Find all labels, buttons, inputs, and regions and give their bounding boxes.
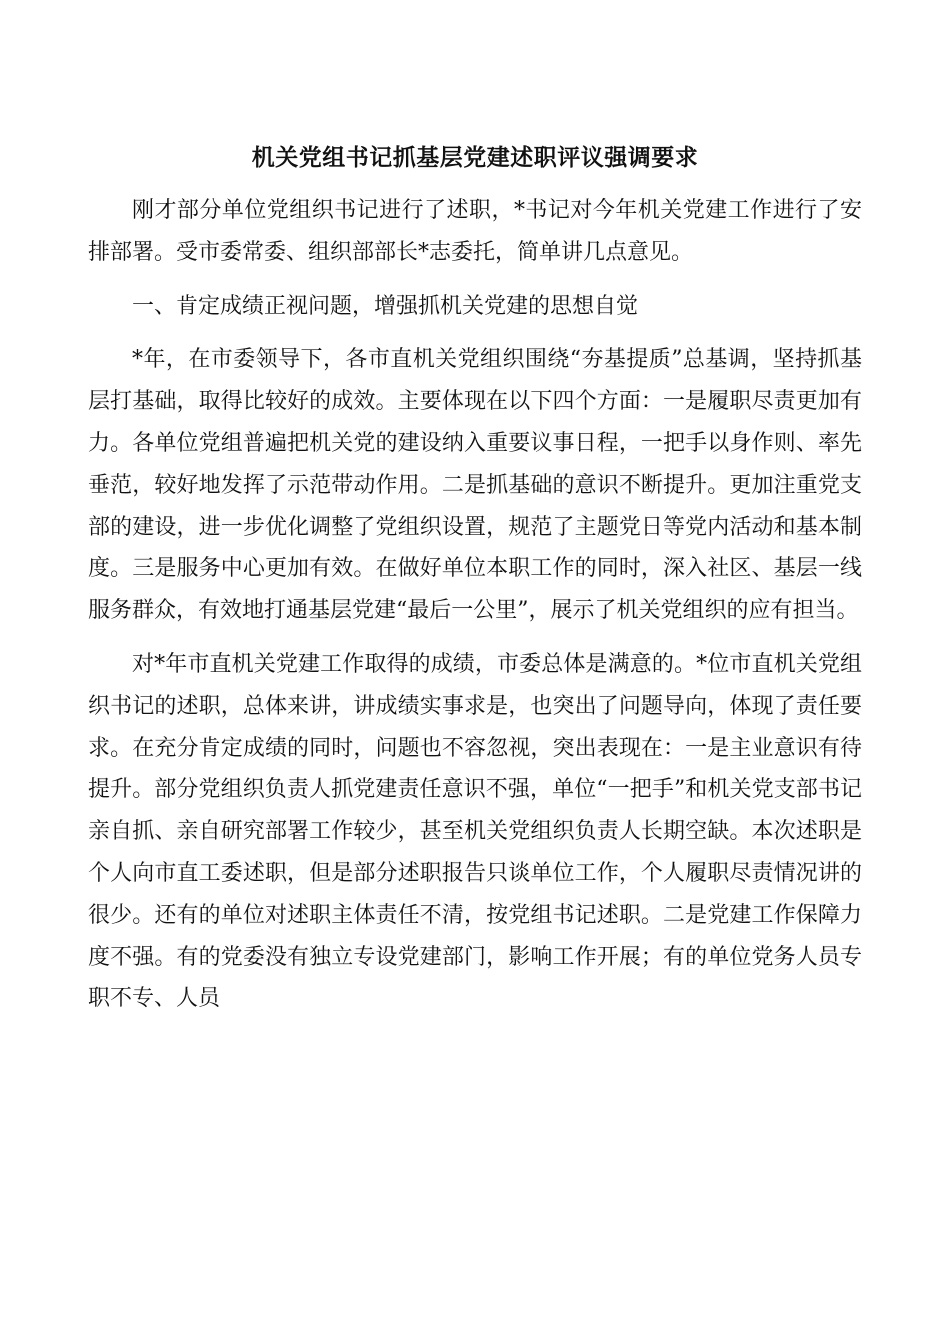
problems-paragraph: 对*年市直机关党建工作取得的成绩，市委总体是满意的。*位市直机关党组织书记的述职，总体来讲，讲成绩实事求是，也突出了问题导向，体现了责任要求。在充分肯定成绩的同时，问题也不容忽视，突出表现在：一是主业意识有待提升。部分党组织负责人抓党建责任意识不强，单位“一把手”和机关党支部书记亲自抓、亲自研究部署工作较少，甚至机关党组织负责人长期空缺。本次述职是个人向市直工委述职，但是部分述职报告只谈单位工作，个人履职尽责情况讲的很少。还有的单位对述职主体责任不清，按党组书记述职。二是党建工作保障力度不强。有的党委没有独立专设党建部门，影响工作开展；有的单位党务人员专职不专、人员 xyxy=(88,651,862,1012)
document-title: 机关党组书记抓基层党建述职评议强调要求 xyxy=(251,144,699,171)
achievements-paragraph: *年，在市委领导下，各市直机关党组织围绕“夯基提质”总基调，坚持抓基层打基础，取得比较好的成效。主要体现在以下四个方面：一是履职尽责更加有力。各单位党组普遍把机关党的建设纳入重要议事日程，一把手以身作则、率先垂范，较好地发挥了示范带动作用。二是抓基础的意识不断提升。更加注重党支部的建设，进一步优化调整了党组织设置，规范了主题党日等党内活动和基本制度。三是服务中心更加有效。在做好单位本职工作的同时，深入社区、基层一线服务群众，有效地打通基层党建“最后一公里”，展示了机关党组织的应有担当。 xyxy=(88,347,862,624)
intro-paragraph: 刚才部分单位党组织书记进行了述职，*书记对今年机关党建工作进行了安排部署。受市委常委、组织部部长*志委托，简单讲几点意见。 xyxy=(88,198,862,265)
section-heading-1: 一、肯定成绩正视问题，增强抓机关党建的思想自觉 xyxy=(132,293,639,319)
document-page xyxy=(88,138,862,1032)
